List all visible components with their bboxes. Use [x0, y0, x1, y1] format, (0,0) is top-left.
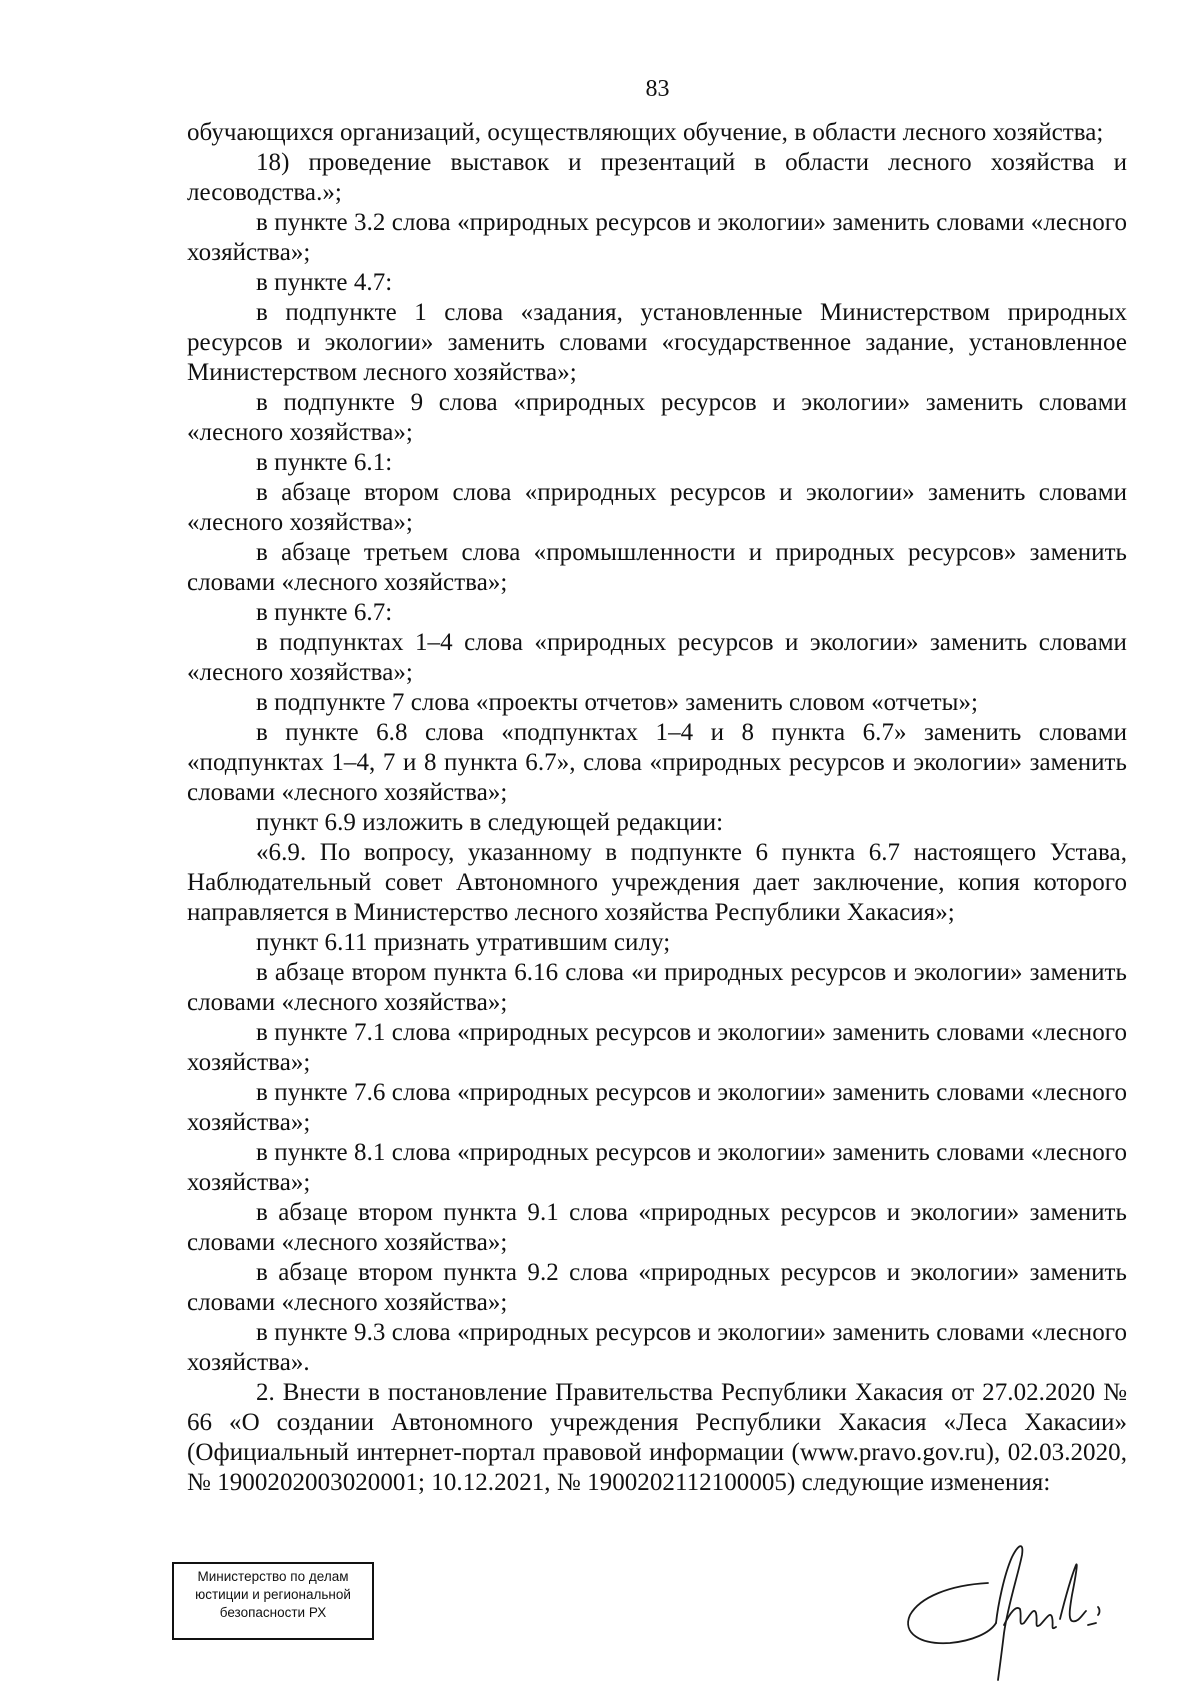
- paragraph: в пункте 6.7:: [256, 599, 393, 626]
- paragraph: пункт 6.11 признать утратившим силу;: [256, 929, 671, 956]
- paragraph: пункт 6.9 изложить в следующей редакции:: [256, 809, 724, 836]
- paragraph: в подпунктах 1–4 слова «природных ресурсов и экологии» заменить словами «лесного хозяйства»;: [187, 629, 1127, 686]
- paragraph: обучающихся организаций, осуществляющих обучение, в области лесного хозяйства;: [187, 119, 1104, 146]
- paragraph: 18) проведение выставок и презентаций в области лесного хозяйства и лесоводства.»;: [187, 149, 1127, 206]
- stamp-line: Министерство по делам: [197, 1569, 349, 1584]
- page-number: 83: [645, 76, 670, 102]
- paragraph: «6.9. По вопросу, указанному в подпункте 6 пункта 6.7 настоящего Устава, Наблюдательный совет Автономного учреждения дает заключение, копия которого направляется в Министерство лесного хозяйства Республики Хакасия»;: [187, 839, 1127, 926]
- paragraph: в пункте 7.1 слова «природных ресурсов и экологии» заменить словами «лесного хозяйства»;: [187, 1019, 1127, 1076]
- paragraph: в пункте 9.3 слова «природных ресурсов и экологии» заменить словами «лесного хозяйства».: [187, 1319, 1127, 1376]
- paragraph: в пункте 7.6 слова «природных ресурсов и экологии» заменить словами «лесного хозяйства»;: [187, 1079, 1127, 1136]
- paragraph: в подпункте 1 слова «задания, установленные Министерством природных ресурсов и экологии» заменить словами «государственное задание, установленное Министерством лесного хозяйства»;: [187, 299, 1127, 386]
- paragraph: в пункте 3.2 слова «природных ресурсов и экологии» заменить словами «лесного хозяйства»;: [187, 209, 1127, 266]
- paragraph: в пункте 6.8 слова «подпунктах 1–4 и 8 пункта 6.7» заменить словами «подпунктах 1–4, 7 и 8 пункта 6.7», слова «природных ресурсов и экологии» заменить словами «лесного хозяйства»;: [187, 719, 1127, 806]
- paragraph: в пункте 6.1:: [256, 449, 393, 476]
- stamp-line: юстиции и региональной: [195, 1587, 351, 1602]
- paragraph: в абзаце втором слова «природных ресурсов и экологии» заменить словами «лесного хозяйства»;: [187, 479, 1127, 536]
- stamp-line: безопасности РХ: [219, 1605, 327, 1620]
- paragraph: в абзаце втором пункта 9.2 слова «природных ресурсов и экологии» заменить словами «лесного хозяйства»;: [187, 1259, 1127, 1316]
- paragraph: в абзаце третьем слова «промышленности и природных ресурсов» заменить словами «лесного хозяйства»;: [187, 539, 1127, 596]
- paragraph: 2. Внести в постановление Правительства Республики Хакасия от 27.02.2020 № 66 «О создании Автономного учреждения Республики Хакасия «Леса Хакасии» (Официальный интернет-портал правовой информации (www.pravo.gov.ru), 02.03.2020, № 1900202003020001; 10.12.2021, № 1900202112100005) следующие изменения:: [187, 1379, 1127, 1496]
- paragraph: в абзаце втором пункта 6.16 слова «и природных ресурсов и экологии» заменить словами «лесного хозяйства»;: [187, 959, 1127, 1016]
- paragraph: в подпункте 9 слова «природных ресурсов и экологии» заменить словами «лесного хозяйства»;: [187, 389, 1127, 446]
- ministry-stamp: [172, 1562, 374, 1640]
- handwritten-signature: [900, 1535, 1130, 1685]
- paragraph: в подпункте 7 слова «проекты отчетов» заменить словом «отчеты»;: [256, 689, 979, 716]
- paragraph: в абзаце втором пункта 9.1 слова «природных ресурсов и экологии» заменить словами «лесного хозяйства»;: [187, 1199, 1127, 1256]
- paragraph: в пункте 4.7:: [256, 269, 393, 296]
- document-body: [187, 118, 1127, 1498]
- paragraph: в пункте 8.1 слова «природных ресурсов и экологии» заменить словами «лесного хозяйства»;: [187, 1139, 1127, 1196]
